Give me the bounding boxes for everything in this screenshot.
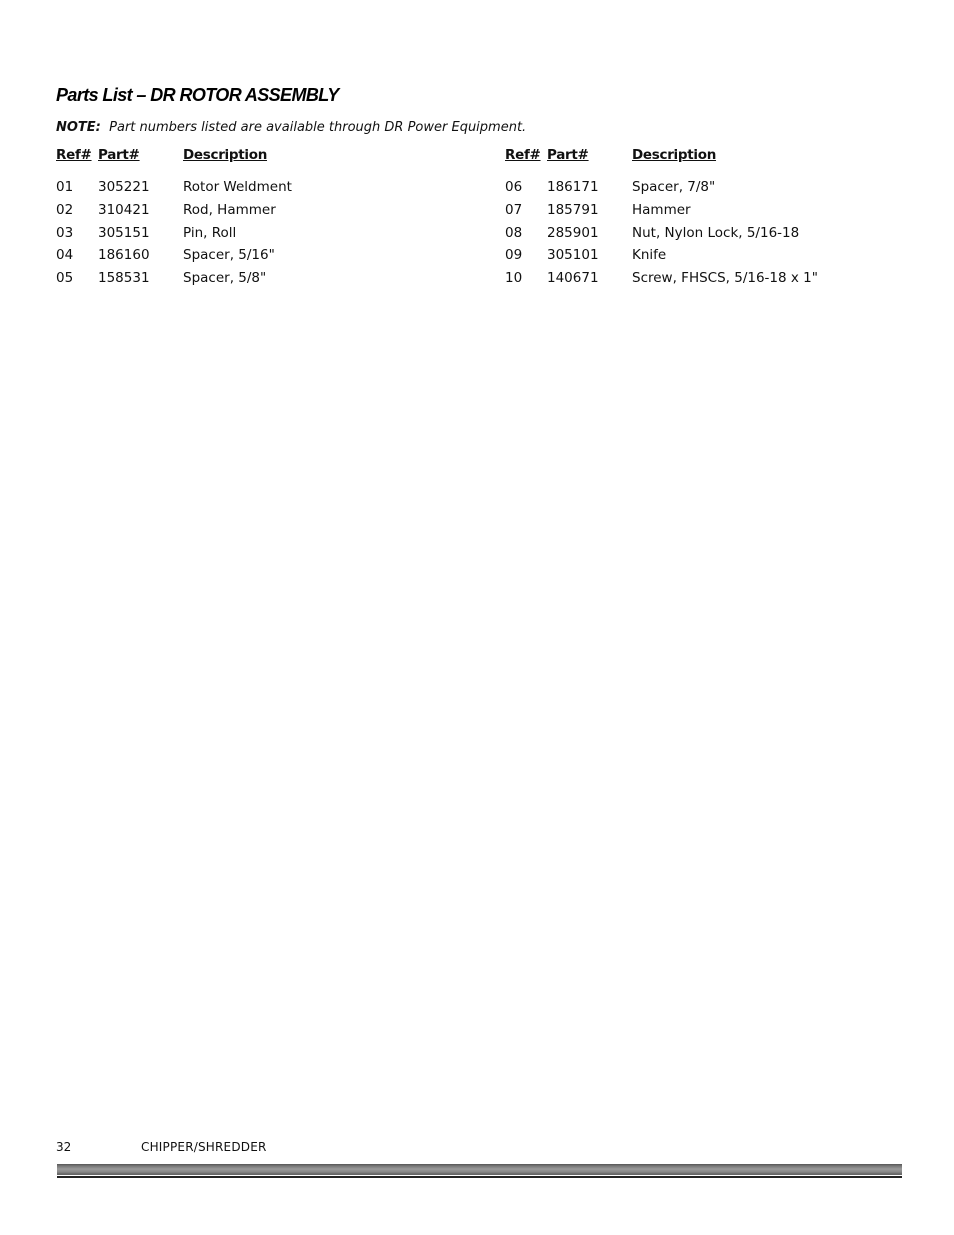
note-text: Part numbers listed are available through DR Power Equipment.: [109, 120, 527, 135]
description-cell: Spacer, 5/16": [183, 247, 275, 264]
description-cell: Hammer: [632, 201, 691, 218]
part-cell: 158531: [98, 270, 150, 287]
table-row: [505, 225, 925, 248]
header-ref: Ref#: [56, 147, 92, 163]
table-rows: [56, 179, 476, 293]
header-description: Description: [632, 147, 717, 163]
ref-cell: 05: [56, 270, 74, 287]
part-cell: 185791: [547, 201, 599, 218]
description-cell: Spacer, 7/8": [632, 179, 716, 195]
ref-cell: 03: [56, 224, 74, 241]
part-cell: 140671: [547, 270, 599, 287]
description-cell: Nut, Nylon Lock, 5/16-18: [632, 224, 800, 241]
part-cell: 305221: [98, 179, 150, 195]
description-cell: Rotor Weldment: [183, 179, 292, 195]
header-description: Description: [183, 147, 268, 163]
ref-cell: 02: [56, 201, 74, 218]
part-cell: 186160: [98, 247, 150, 264]
page-number: 32: [56, 1140, 72, 1154]
parts-table-right: [505, 147, 925, 287]
part-cell: 186171: [547, 179, 599, 195]
table-row: [505, 202, 925, 225]
ref-cell: 01: [56, 179, 74, 195]
footer-rule: [57, 1164, 902, 1175]
ref-cell: 07: [505, 201, 523, 218]
header-ref: Ref#: [505, 147, 541, 163]
ref-cell: 10: [505, 270, 523, 287]
description-cell: Knife: [632, 247, 667, 264]
part-cell: 310421: [98, 201, 150, 218]
table-row: [505, 247, 925, 270]
ref-cell: 06: [505, 179, 523, 195]
parts-table-left: [56, 147, 476, 287]
part-cell: 285901: [547, 224, 599, 241]
description-cell: Spacer, 5/8": [183, 270, 267, 287]
manual-title: CHIPPER/SHREDDER: [141, 1140, 267, 1154]
header-part: Part#: [98, 147, 140, 163]
table-row: [56, 202, 476, 225]
table-row: [505, 179, 925, 202]
ref-cell: 08: [505, 224, 523, 241]
table-row: [56, 247, 476, 270]
ref-cell: 09: [505, 247, 523, 264]
footer-underline: [57, 1176, 902, 1178]
description-cell: Screw, FHSCS, 5/16-18 x 1": [632, 270, 818, 287]
table-header: [56, 147, 476, 165]
header-part: Part#: [547, 147, 589, 163]
table-header: [505, 147, 925, 165]
table-row: [56, 179, 476, 202]
description-cell: Rod, Hammer: [183, 201, 276, 218]
note-label: NOTE:: [56, 120, 101, 135]
page-title: Parts List – DR ROTOR ASSEMBLY: [56, 85, 339, 105]
part-cell: 305151: [98, 224, 150, 241]
description-cell: Pin, Roll: [183, 224, 237, 241]
table-rows: [505, 179, 925, 293]
table-row: [56, 270, 476, 293]
part-cell: 305101: [547, 247, 599, 264]
ref-cell: 04: [56, 247, 74, 264]
table-row: [56, 225, 476, 248]
note: [56, 120, 526, 135]
table-row: [505, 270, 925, 293]
